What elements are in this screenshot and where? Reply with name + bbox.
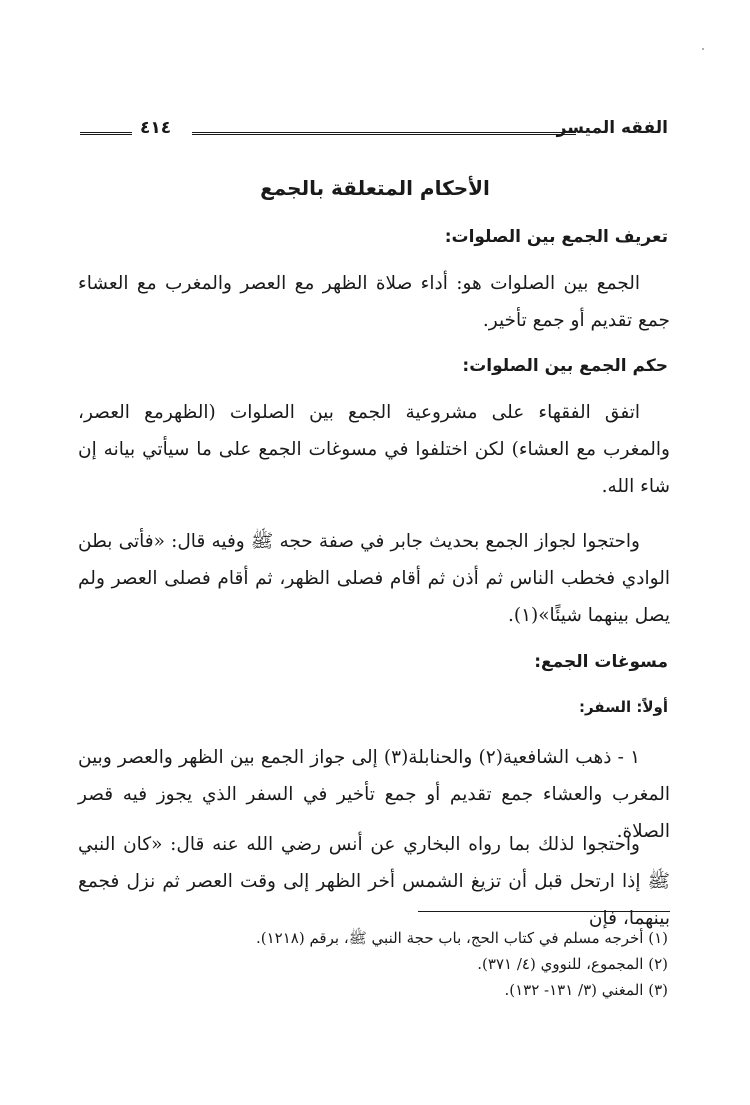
- book-title: الفقه الميسر: [556, 118, 668, 138]
- ruling-paragraph: اتفق الفقهاء على مشروعية الجمع بين الصلوات (الظهرمع العصر، والمغرب مع العشاء) لكن اختلفوا في مسوغات الجمع على ما سيأتي بيانه إن شاء الله.: [78, 402, 670, 497]
- scan-speck: [702, 48, 704, 50]
- header-rule: [192, 132, 576, 135]
- definition-heading: تعريف الجمع بين الصلوات:: [444, 227, 668, 247]
- page-number: ٤١٤: [140, 118, 172, 138]
- chapter-title: الأحكام المتعلقة بالجمع: [260, 176, 490, 200]
- evidence-paragraph: واحتجوا لجواز الجمع بحديث جابر في صفة حجه ﷺ وفيه قال: «فأتى بطن الوادي فخطب الناس ثم أذن ثم أقام فصلى الظهر، ثم أقام فصلى العصر ولم يصل بينهما شيئًا»(١).: [78, 531, 670, 626]
- justifications-heading: مسوغات الجمع:: [534, 652, 668, 672]
- running-header: [80, 118, 668, 148]
- header-rule-short: [80, 132, 132, 135]
- travel-subheading: أولاً: السفر:: [578, 698, 668, 716]
- footnote-separator: [418, 911, 670, 912]
- anas-paragraph: واحتجوا لذلك بما رواه البخاري عن أنس رضي الله عنه قال: «كان النبي ﷺ إذا ارتحل قبل أن تزيغ الشمس أخر الظهر إلى وقت العصر ثم نزل فجمع بينهما، فإن: [78, 834, 670, 929]
- first-point-paragraph: ١ - ذهب الشافعية(٢) والحنابلة(٣) إلى جواز الجمع بين الظهر والعصر وبين المغرب والعشاء جمع تقديم أو جمع تأخير في السفر الذي يجوز فيه قصر الصلاة.: [78, 747, 670, 842]
- footnote-2: (٢) المجموع، للنووي (٤/ ٣٧١).: [477, 955, 668, 973]
- footnote-1: (١) أخرجه مسلم في كتاب الحج، باب حجة النبي ﷺ، برقم (١٢١٨).: [255, 929, 668, 947]
- footnote-3: (٣) المغني (٣/ ١٣١- ١٣٢).: [504, 981, 668, 999]
- ruling-heading: حكم الجمع بين الصلوات:: [462, 356, 668, 376]
- definition-paragraph: الجمع بين الصلوات هو: أداء صلاة الظهر مع العصر والمغرب مع العشاء جمع تقديم أو جمع تأخير.: [78, 273, 670, 331]
